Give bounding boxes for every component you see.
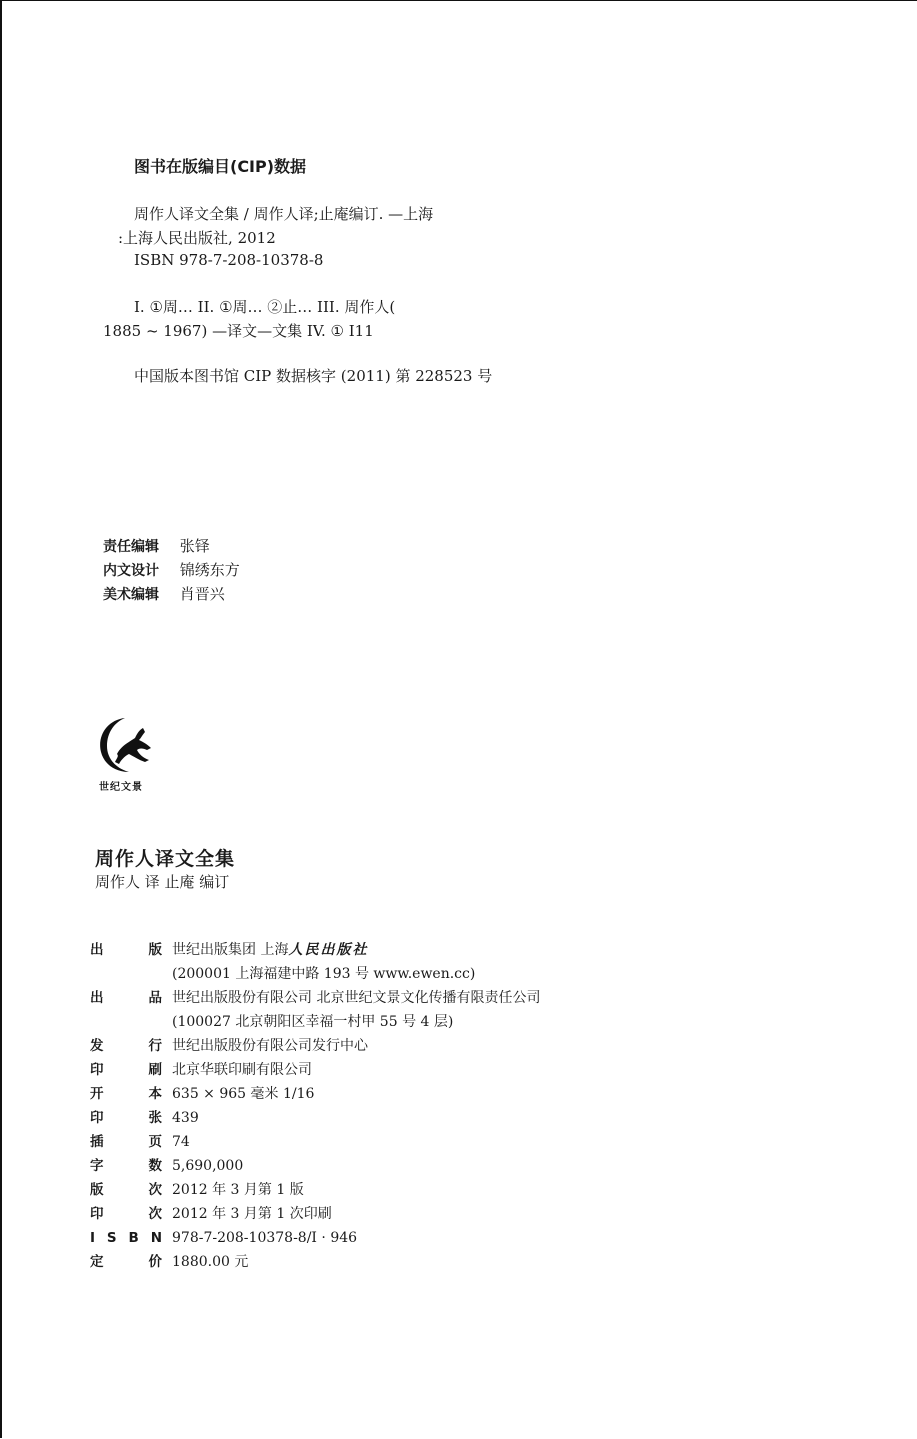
info-label: 开 本 (90, 1086, 162, 1102)
info-row-impression (90, 1202, 540, 1226)
info-row-publisher-address (90, 962, 540, 986)
info-label: 发 行 (90, 1038, 162, 1054)
info-value: 74 (172, 1134, 190, 1150)
info-value: 635 × 965 毫米 1/16 (172, 1086, 315, 1102)
cip-line-1: 周作人译文全集 / 周作人译;止庵编订. —上海 (134, 205, 434, 223)
info-label: 出 版 (90, 942, 162, 958)
credit-role: 美术编辑 (103, 587, 159, 603)
info-row-price (90, 1250, 540, 1274)
info-row-format (90, 1082, 540, 1106)
credits-block (103, 534, 240, 606)
credit-row (103, 582, 240, 606)
credit-row (103, 534, 240, 558)
credit-row (103, 558, 240, 582)
info-value: 439 (172, 1110, 199, 1126)
info-value: (200001 上海福建中路 193 号 www.ewen.cc) (172, 966, 476, 982)
info-value: 世纪出版股份有限公司 北京世纪文景文化传播有限责任公司 (172, 990, 541, 1006)
info-label: 印 张 (90, 1110, 162, 1126)
info-row-sheets (90, 1106, 540, 1130)
info-value: 北京华联印刷有限公司 (172, 1062, 312, 1078)
cip-classification-1: I. ①周… II. ①周… ②止… III. 周作人( (134, 298, 396, 316)
credit-role: 内文设计 (103, 563, 159, 579)
info-row-producer (90, 986, 540, 1010)
info-value: 1880.00 元 (172, 1254, 249, 1270)
info-row-edition (90, 1178, 540, 1202)
cip-record-number: 中国版本图书馆 CIP 数据核字 (2011) 第 228523 号 (134, 367, 493, 385)
cip-isbn: ISBN 978-7-208-10378-8 (134, 251, 324, 269)
credit-role: 责任编辑 (103, 539, 159, 555)
book-authors: 周作人 译 止庵 编订 (95, 873, 230, 891)
book-title: 周作人译文全集 (95, 848, 236, 870)
info-value: 2012 年 3 月第 1 版 (172, 1182, 304, 1198)
info-label: 印 刷 (90, 1062, 162, 1078)
info-label: 字 数 (90, 1158, 162, 1174)
info-label: 出 品 (90, 990, 162, 1006)
info-label: 插 页 (90, 1134, 162, 1150)
info-value: 世纪出版集团 上海人民出版社 (172, 942, 369, 958)
info-row-plates (90, 1130, 540, 1154)
info-row-publisher (90, 938, 540, 962)
publisher-logo (95, 714, 159, 794)
info-label: 定 价 (90, 1254, 162, 1270)
info-value: 2012 年 3 月第 1 次印刷 (172, 1206, 332, 1222)
info-label: 印 次 (90, 1206, 162, 1222)
cip-heading: 图书在版编目(CIP)数据 (134, 157, 307, 176)
info-value: 5,690,000 (172, 1158, 244, 1174)
info-row-producer-address (90, 1010, 540, 1034)
info-label: I S B N (90, 1230, 162, 1246)
credit-name: 张铎 (179, 537, 210, 555)
cip-line-2: :上海人民出版社, 2012 (118, 229, 276, 247)
cip-classification-2: 1885 ~ 1967) —译文—文集 IV. ① I11 (103, 322, 374, 340)
publication-info (90, 938, 540, 1274)
info-label: 版 次 (90, 1182, 162, 1198)
credit-name: 锦绣东方 (179, 561, 240, 579)
info-value: 978-7-208-10378-8/I · 946 (172, 1230, 358, 1246)
info-value: 世纪出版股份有限公司发行中心 (172, 1038, 368, 1054)
info-row-isbn (90, 1226, 540, 1250)
logo-text: 世纪文景 (99, 782, 143, 793)
info-value: (100027 北京朝阳区幸福一村甲 55 号 4 层) (172, 1014, 454, 1030)
info-row-distributor (90, 1034, 540, 1058)
info-row-word-count (90, 1154, 540, 1178)
horse-logo-icon (95, 714, 159, 776)
credit-name: 肖晋兴 (179, 585, 225, 603)
info-row-printer (90, 1058, 540, 1082)
